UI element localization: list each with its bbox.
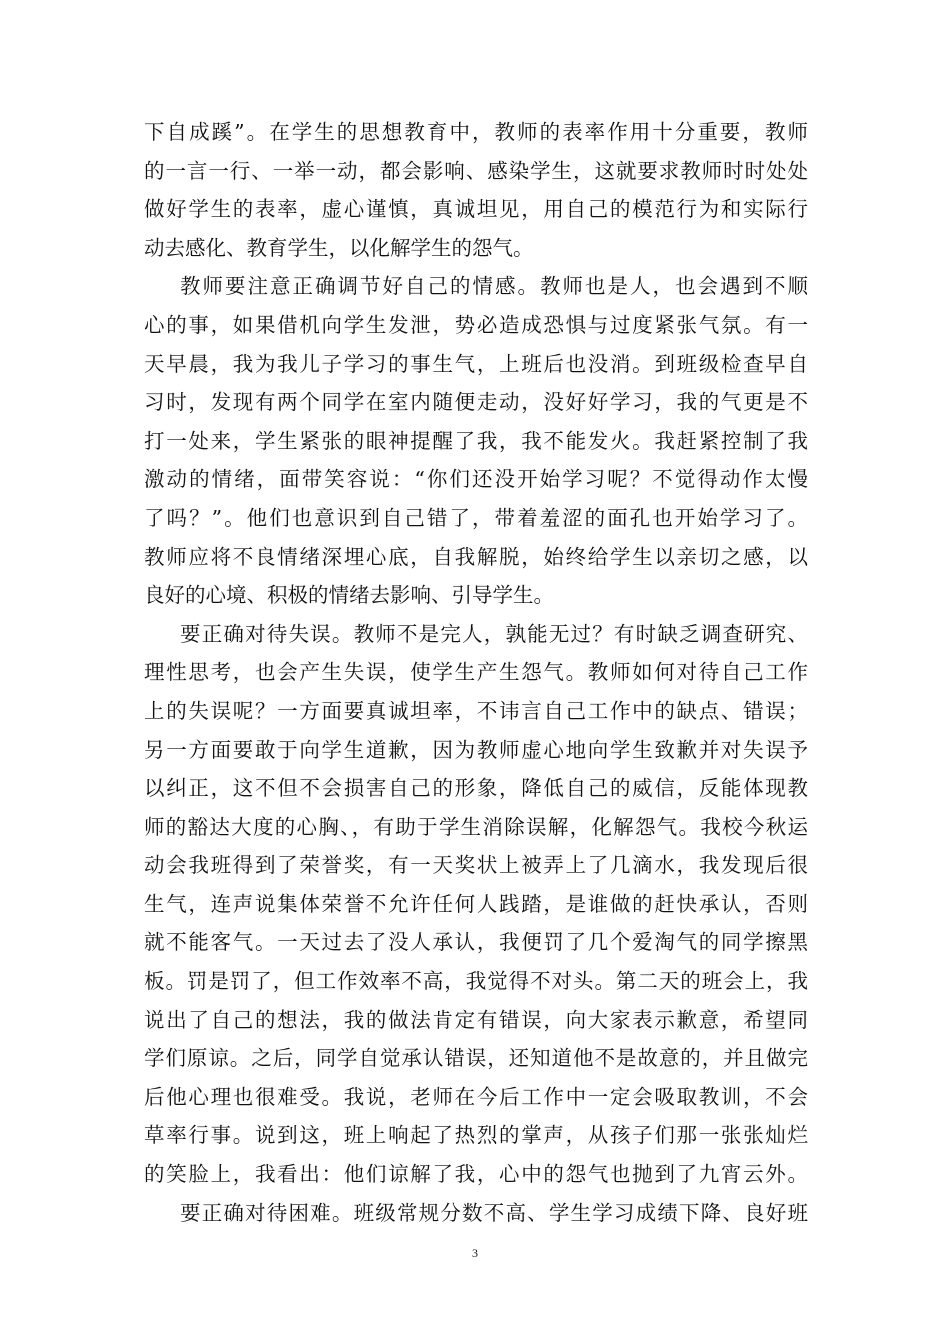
text-line: 激动的情绪，面带笑容说：“你们还没开始学习呢？不觉得动作太慢 bbox=[144, 467, 808, 492]
text-line: 天早晨，我为我儿子学习的事生气，上班后也没消。到班级检查早自 bbox=[144, 351, 808, 376]
text-line: 后他心理也很难受。我说，老师在今后工作中一定会吸取教训，不会 bbox=[144, 1084, 808, 1109]
text-line: 做好学生的表率，虚心谨慎，真诚坦见，用自己的模范行为和实际行 bbox=[144, 197, 808, 222]
text-line: 动会我班得到了荣誉奖，有一天奖状上被弄上了几滴水，我发现后很 bbox=[144, 853, 808, 878]
text-line: 下自成蹊”。在学生的思想教育中，教师的表率作用十分重要，教师 bbox=[144, 120, 808, 144]
text-line: 就不能客气。一天过去了没人承认，我便罚了几个爱淘气的同学擦黑 bbox=[144, 930, 808, 955]
text-line: 板。罚是罚了，但工作效率不高，我觉得不对头。第二天的班会上，我 bbox=[144, 969, 808, 994]
text-line: 了吗？”。他们也意识到自己错了，带着羞涩的面孔也开始学习了。 bbox=[144, 505, 808, 530]
paragraph-start-line: 要正确对待失误。教师不是完人，孰能无过？有时缺乏调查研究、 bbox=[180, 621, 808, 646]
text-line: 心的事，如果借机向学生发泄，势必造成恐惧与过度紧张气氛。有一 bbox=[144, 312, 808, 337]
text-line: 上的失误呢？一方面要真诚坦率，不讳言自己工作中的缺点、错误； bbox=[144, 698, 808, 723]
text-line: 理性思考，也会产生失误，使学生产生怨气。教师如何对待自己工作 bbox=[144, 660, 808, 685]
text-line: 生气，连声说集体荣誉不允许任何人践踏，是谁做的赶快承认，否则 bbox=[144, 891, 808, 916]
paragraph-start-line: 教师要注意正确调节好自己的情感。教师也是人，也会遇到不顺 bbox=[180, 274, 808, 299]
text-line: 良好的心境、积极的情绪去影响、引导学生。 bbox=[144, 583, 554, 608]
text-line: 师的豁达大度的心胸、，有助于学生消除误解，化解怨气。我校今秋运 bbox=[144, 814, 808, 839]
text-line: 草率行事。说到这，班上响起了热烈的掌声，从孩子们那一张张灿烂 bbox=[144, 1123, 808, 1148]
text-line: 说出了自己的想法，我的做法肯定有错误，向大家表示歉意，希望同 bbox=[144, 1007, 808, 1032]
body-text bbox=[144, 113, 808, 1232]
text-line: 动去感化、教育学生，以化解学生的怨气。 bbox=[144, 235, 534, 260]
paragraph-start-line: 要正确对待困难。班级常规分数不高、学生学习成绩下降、良好班 bbox=[180, 1200, 808, 1225]
text-line: 打一处来，学生紧张的眼神提醒了我，我不能发火。我赶紧控制了我 bbox=[144, 428, 808, 453]
text-line: 习时，发现有两个同学在室内随便走动，没好好学习，我的气更是不 bbox=[144, 390, 808, 415]
text-line: 以纠正，这不但不会损害自己的形象，降低自己的威信，反能体现教 bbox=[144, 776, 808, 801]
text-line: 的一言一行、一举一动，都会影响、感染学生，这就要求教师时时处处 bbox=[144, 158, 808, 183]
text-line: 学们原谅。之后，同学自觉承认错误，还知道他不是故意的，并且做完 bbox=[144, 1046, 808, 1071]
page-number: 3 bbox=[472, 1246, 478, 1260]
text-line: 教师应将不良情绪深埋心底，自我解脱，始终给学生以亲切之感，以 bbox=[144, 544, 808, 569]
text-line: 的笑脸上，我看出：他们谅解了我，心中的怨气也抛到了九宵云外。 bbox=[144, 1162, 808, 1187]
text-line: 另一方面要敢于向学生道歉，因为教师虚心地向学生致歉并对失误予 bbox=[144, 737, 808, 762]
